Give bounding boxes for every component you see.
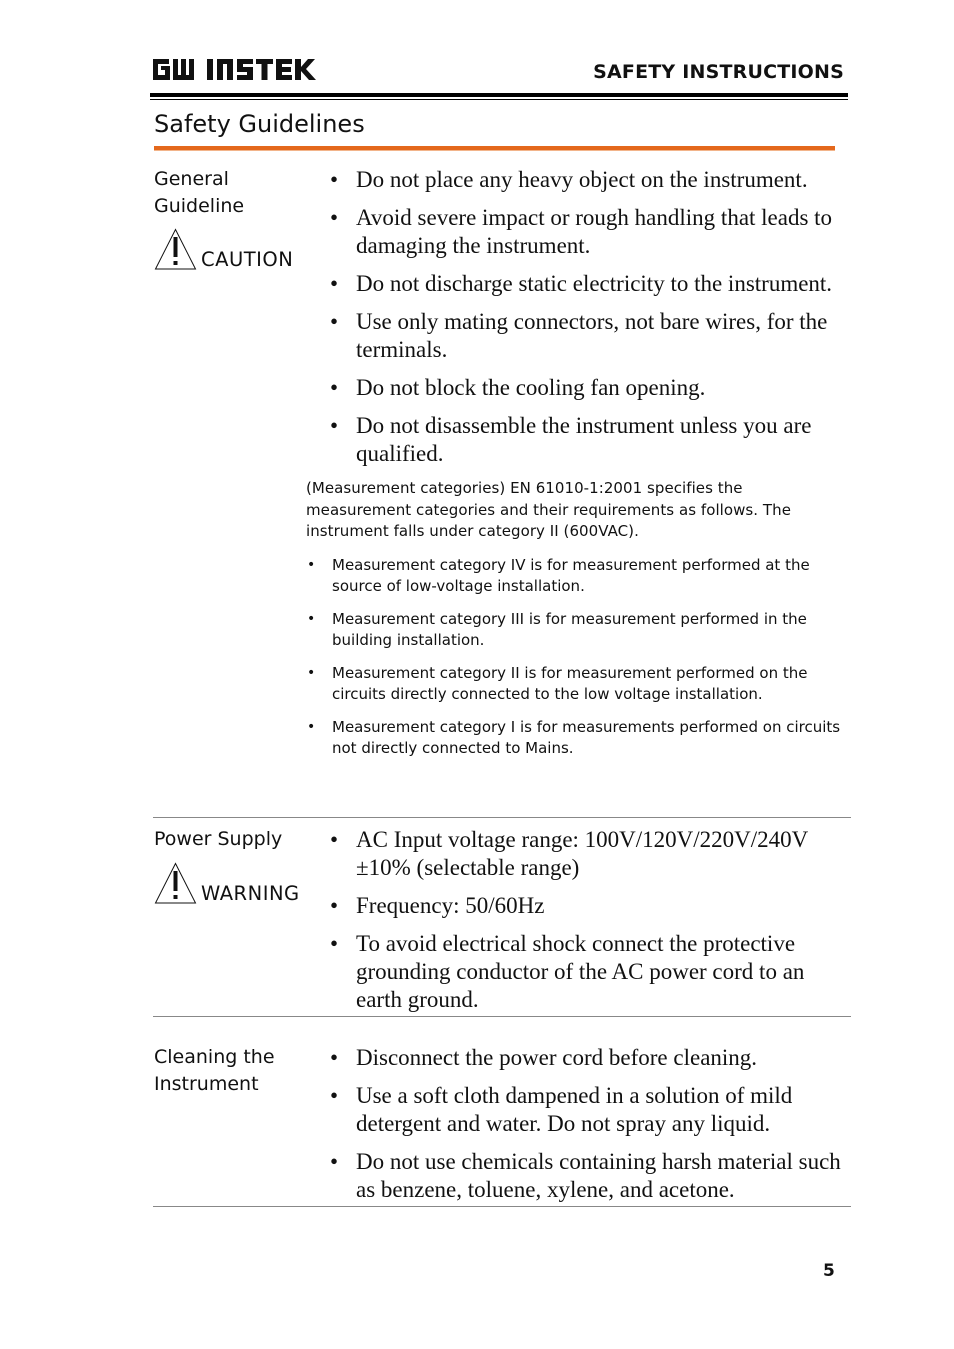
- list-item: • Do not disassemble the instrument unless you are qualified.: [330, 412, 842, 468]
- gw-instek-logo: [153, 56, 323, 82]
- list-item: • Measurement category III is for measurement performed in the building installation.: [306, 609, 842, 652]
- list-item: • Measurement category IV is for measurement performed at the source of low-voltage installation.: [306, 555, 842, 598]
- row-label: [154, 826, 319, 853]
- section-title: Safety Guidelines: [154, 110, 365, 138]
- row-label-line1: General: [154, 168, 229, 190]
- row-divider: [153, 817, 851, 818]
- category-list: [306, 555, 842, 760]
- list-item: • Use a soft cloth dampened in a solution of mild detergent and water. Do not spray any liquid.: [330, 1082, 842, 1138]
- list-item: • Avoid severe impact or rough handling that leads to damaging the instrument.: [330, 204, 842, 260]
- row-label: [154, 166, 319, 220]
- list-item: • Measurement category I is for measurements performed on circuits not directly connected to Mains.: [306, 717, 842, 760]
- warning-triangle-icon: [154, 228, 197, 271]
- power-supply-content: [330, 826, 842, 1024]
- bullet-list: [330, 826, 842, 1014]
- list-item: • Measurement category II is for measurement performed on the circuits directly connected to the low voltage installation.: [306, 663, 842, 706]
- header-rule-thin: [150, 99, 848, 100]
- row-label-line1: Power Supply: [154, 828, 283, 850]
- bullet-list: [330, 166, 842, 468]
- measurement-note: (Measurement categories) EN 61010-1:2001 specifies the measurement categories and their requirements as follows. The instrument falls under category II (600VAC).: [306, 479, 791, 540]
- list-item: • Do not discharge static electricity to the instrument.: [330, 270, 842, 298]
- row-label-line2: Instrument: [154, 1073, 259, 1095]
- warning-triangle-icon: [154, 862, 197, 905]
- list-item: • Do not block the cooling fan opening.: [330, 374, 842, 402]
- row-divider: [153, 1206, 851, 1207]
- cleaning-content: [330, 1044, 842, 1214]
- header-rule: [150, 93, 848, 97]
- list-item: • Do not use chemicals containing harsh material such as benzene, toluene, xylene, and acetone.: [330, 1148, 842, 1204]
- caution-label: CAUTION: [201, 248, 294, 271]
- warning-alert: [154, 862, 300, 905]
- row-label: [154, 1044, 319, 1098]
- section-divider-shadow: [154, 150, 835, 151]
- list-item: • Do not place any heavy object on the instrument.: [330, 166, 842, 194]
- row-label-line1: Cleaning the: [154, 1046, 275, 1068]
- list-item: • Frequency: 50/60Hz: [330, 892, 842, 920]
- general-guideline-content: [306, 166, 842, 771]
- bullet-list: [330, 1044, 842, 1204]
- header-title: SAFETY INSTRUCTIONS: [593, 61, 844, 83]
- list-item: • Use only mating connectors, not bare wires, for the terminals.: [330, 308, 842, 364]
- list-item: • Disconnect the power cord before cleaning.: [330, 1044, 842, 1072]
- caution-alert: [154, 228, 293, 271]
- row-divider: [153, 1016, 851, 1017]
- row-label-line2: Guideline: [154, 195, 245, 217]
- list-item: • AC Input voltage range: 100V/120V/220V/240V ±10% (selectable range): [330, 826, 842, 882]
- page-number: 5: [823, 1261, 835, 1281]
- warning-label: WARNING: [201, 882, 300, 905]
- list-item: • To avoid electrical shock connect the protective grounding conductor of the AC power cord to an earth ground.: [330, 930, 842, 1014]
